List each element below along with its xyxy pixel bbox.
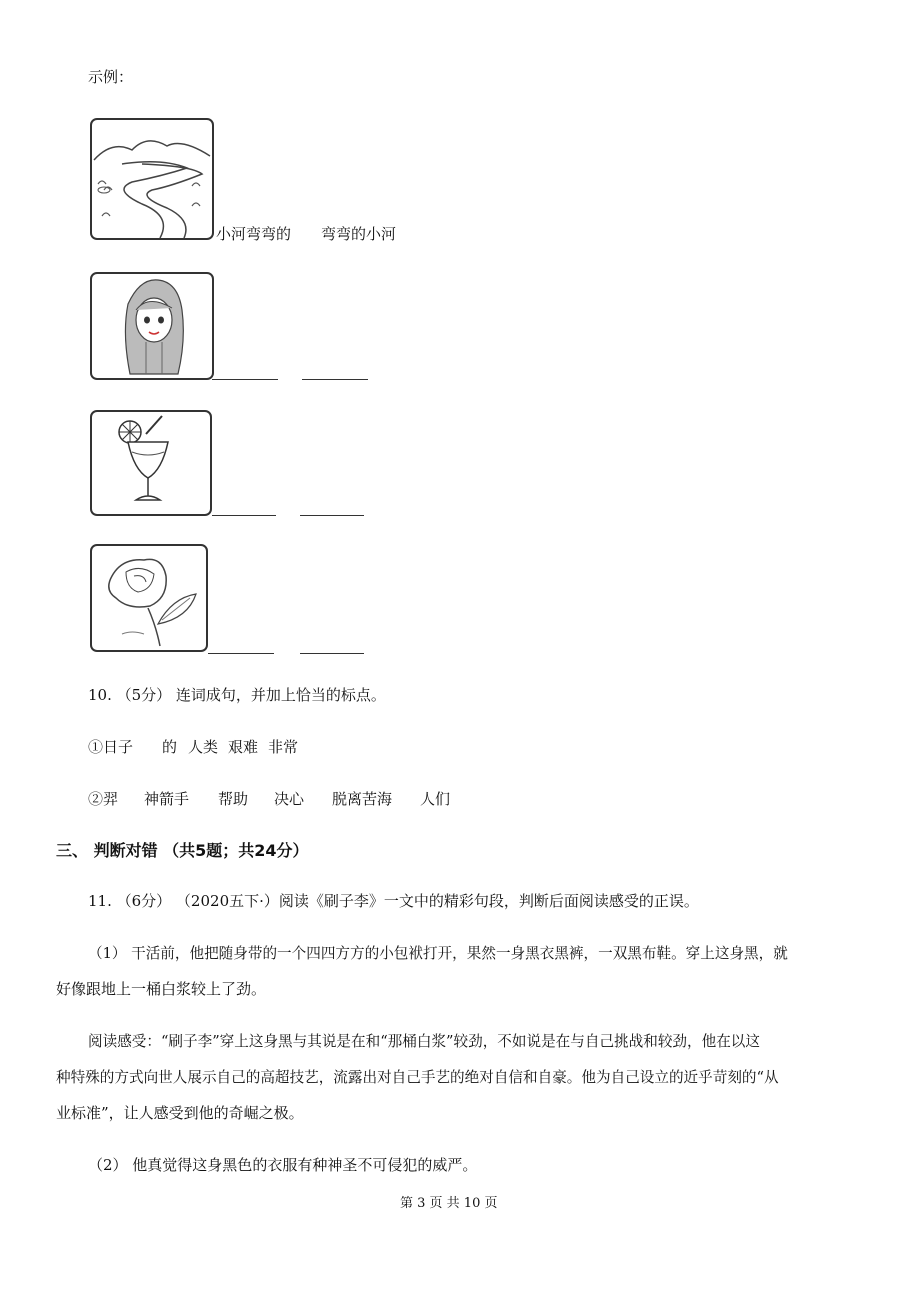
example-phrase-1: 小河弯弯的 [216, 225, 292, 243]
q11-p1-line1: （1） 干活前，他把随身带的一个四四方方的小包袱打开，果然一身黑衣黑裤，一双黑布鞋。穿上这身黑，就 [88, 945, 788, 962]
word: 帮助 [218, 790, 249, 808]
answer-blank-2a[interactable] [212, 379, 278, 380]
word: 人类 [188, 738, 219, 756]
word: 非常 [268, 738, 299, 756]
word: 决心 [274, 790, 305, 808]
answer-blank-4b[interactable] [300, 653, 364, 654]
rose-picture-frame [90, 544, 208, 652]
word: 人们 [420, 790, 451, 808]
page-footer: 第 3 页 共 10 页 [400, 1196, 498, 1211]
word: ①日子 [88, 738, 134, 756]
q11-p1-line2: 好像跟地上一桶白浆较上了劲。 [56, 980, 267, 998]
example-phrase-2: 弯弯的小河 [321, 225, 397, 243]
word: 神箭手 [144, 790, 190, 808]
girl-picture-frame [90, 272, 214, 380]
q11-header: 11. （6分） （2020五下·）阅读《刷子李》一文中的精彩句段，判断后面阅读感受的正误。 [88, 892, 699, 910]
example-label: 示例： [88, 68, 134, 86]
drink-icon [92, 412, 210, 514]
word: 脱离苦海 [332, 790, 393, 808]
q11-feel-line3: 业标准”，让人感受到他的奇崛之极。 [56, 1104, 304, 1122]
q11-feel-line1: 阅读感受：“刷子李”穿上这身黑与其说是在和“那桶白浆”较劲，不如说是在与自己挑战和较劲，他在以这 [88, 1033, 760, 1050]
word: ②羿 [88, 790, 119, 808]
q11-p2: （2） 他真觉得这身黑色的衣服有种神圣不可侵犯的威严。 [88, 1156, 478, 1174]
section-3-title: 三、 判断对错 （共5题；共24分） [56, 841, 309, 860]
answer-blank-2b[interactable] [302, 379, 368, 380]
drink-picture-frame [90, 410, 212, 516]
rose-icon [92, 546, 206, 650]
answer-blank-3b[interactable] [300, 515, 364, 516]
q11-feel-line2: 种特殊的方式向世人展示自己的高超技艺，流露出对自己手艺的绝对自信和自豪。他为自己设立的近乎苛刻的“从 [56, 1069, 779, 1086]
answer-blank-3a[interactable] [212, 515, 276, 516]
river-icon [92, 120, 212, 238]
girl-icon [92, 274, 212, 378]
word: 的 [162, 738, 178, 756]
q10-header: 10. （5分） 连词成句，并加上恰当的标点。 [88, 686, 386, 704]
answer-blank-4a[interactable] [208, 653, 274, 654]
river-picture-frame [90, 118, 214, 240]
word: 艰难 [228, 738, 259, 756]
